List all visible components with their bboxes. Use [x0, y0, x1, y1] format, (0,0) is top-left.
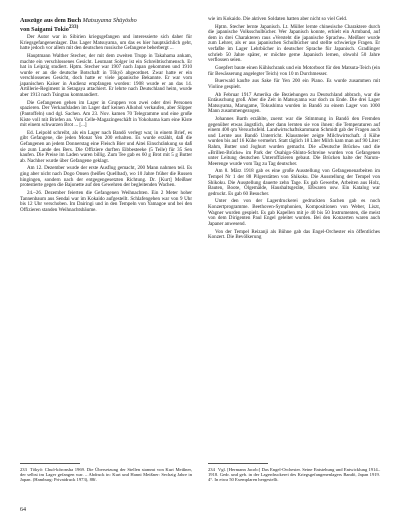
footnote-234 [208, 467, 380, 483]
footnote-number: 234 [208, 467, 215, 472]
section-title [20, 17, 192, 33]
right-paragraph: Von der Tempel Reizanji als Bühne gab das Engel-Orchester ein öffentliches Konzert. Die Bevölkerung [208, 228, 380, 241]
left-paragraph: 24.–26. Dezember feierten die Gefangenen Weihnachten. Ein 2 Meter hoher Tannenbaum aus Sendai war im Kokaido aufgestellt. Schlafengehen war von 9 Uhr bis 12 Uhr verschoben. Im Dairingi und in den Tempeln von Yamagoe und bei den Offizieren standen Weihnachtsbäume. [20, 189, 192, 213]
right-paragraph: Unter den von der Lagerdruckerei gedruckten Sachen gab es noch Konzertprogramme. Beethoven-Symphonien, Kompositionen von Weber, Liszt, Wagner wurden gespielt. Es gab Kapellen mit je 40 bis 50 Instrumenten, die meist von dem Dirigenten Paul Engel geleitet wurden. Bei den Konzerten waren auch Japaner anwesend. [208, 198, 380, 227]
left-column [20, 17, 192, 215]
left-paragraph: Hauptmann Walther Stecher, der mit dem zweiten Trupp in Takahama ankam, machte ein verschlossenes Gesicht. Leutnant Solger ist ein Schreibtischmensch. Er hat in Leipzig studiert. Hptm. Stecher war 1907 nach Japan gekommen und 1910 wurde er an die deutsche Botschaft in Tōkyō abgeordnet. Zwar hatte er ein verschlossenes Gesicht, doch hatte er viele japanische Bekannte. Er war vom japanischen Kaiser in Audienz empfangen worden: 1908 wurde er an das 14. Artillerie-Regiment in Setagaya attachiert. Er lehrte nach Deutschland heim, wurde aber 1913 nach Tsingtau kommandiert. [20, 53, 192, 99]
left-paragraph: Die Gefangenen gehen im Lager in Gruppen von zwei oder drei Personen spazieren. Der Verkaufsladen im Lager darf keinen Alkohol verkaufen, aber Slipper (Pantoffeln) und dgl. Sachen. Am 23. Nov. kamen 70 Telegramme und eine große Kiste voll mit Briefen an. Vom Celle-Magazingeschäft in Yokohama kam eine Kiste mit einem schwarzen Brot ... [...] [20, 99, 192, 129]
footnote-number: 233 [20, 467, 27, 472]
right-paragraph: wie im Kokaido. Die aktiven Soldaten hatten aber nicht so viel Geld. [208, 16, 348, 22]
right-paragraph: Goepfert baute einen Kühlschrank und ein Motorboot für den Matsuta-Teich (ein für Bewässerung angelegter Teich) von 10 m Durchmesser. [208, 64, 380, 77]
left-paragraph: Am 12. Dezember wurde der erste Ausflug gemacht, 200 Mann nahmen teil. Es ging aber nicht nach Dogo Onsen (heißes Quellbad), wo 10 Jahre früher die Russen hingingen, sondern nach der entgegengesetzten Richtung. Dr. [Kurt] Meißner protestierte gegen die Bajonette auf den Gewehren der begleitenden Wachen. [20, 165, 192, 189]
title-text: Auszüge aus dem Buch [20, 17, 83, 24]
left-paragraph: Der Autor war in Sibirien kriegsgefangen und interessierte sich daher für Kriegsgefangenenlager. Das Lager Matsuyama, um das es hier hauptsächlich geht, hatte jedoch vor allem mit den deutschen russische Gefangene beherbergt ... [20, 34, 192, 52]
right-column [208, 17, 380, 243]
footnote-text: Tōkyō: Chuō-kōronsha 1969. Die Übersetzung der Stellen stammt von Kurt Meißner, der selbst im Lager gefangen war. – Abdruck in: Kurt und Hanni Meißner: Sechzig Jahre in Japan. (Hamburg: Privatdruck 1973), 88f. [20, 467, 192, 483]
right-paragraph: Johannes Barth erzählte, zuerst war die Stimmung in Bandō den Fremden gegenüber etwas ängstlich, aber dann lernten sie von ihnen: die Temperaturen auf einem 400 qm Versuchsfeld. Landwirtschaftskammann Schmidt gab der Fragen auch und Lernte aus Bandō Unterricht. Klausmeier zeigte Milchwirtschaft. 4 Kühe wurden bis auf 16 Kühe vermehrt. Statt täglich 18 Liter Milch kam man auf 90 Liter: Rahm, Butter und Joghurt wurden gemacht. Die «Deutsche Brücke» und die «Brillen-Brücke» im Park der Osahigo-Shinto-Schreine wurden von Gefangenen unter Leitung deutschen Unteroffizieren gebaut. Die Brücken halte der Naruto-Meerenge wurde vom Tag zu Tag deutscher. [208, 116, 380, 167]
title-book-name: Matsuyama Shūyōsho [82, 17, 137, 24]
left-paragraph: Ed. Leipold schreibt, als ein Lager nach Bandō verlegt war, in einem Brief, es gibt Gefangene, die jeden Monat Yen 200 erhalten. Es wurde erzählt, daß die Gefangenen an jedem Donnerstag eine Fleisch Bier und Aitei Einschränkung so daß sie zum Lande des Bers. Die Offiziere durften Eibbesteeke (5 Teile) für 35 Sen kaufen. Die Preise im Laden waren billig. Zum Tee gab es 60 g Brot mit 5 g Butter ab. Nachher wurde über Gefangene geklagt. [20, 129, 192, 164]
right-paragraph: Buerwald kaufte aus Sake für Yen 200 ein Piano. Es wurde zusammen mit Violine gespielt. [208, 78, 380, 90]
right-paragraph: Am 8. März 1918 gab es eine große Ausstellung von Gefangenenarbeiten im Tempel Nr 1 der 88 Pilgerstätten von Shikoku. Die Ausstellung der Tempel von Shikoku. Die Ausstellung dauerte zehn Tage. Es gab Gewerbe, Arbeiten aus Holz, Bauten, Boote, Ölgemälde, Haushaltsgeräte, Eßwaren usw. Ein Katalog war gedruckt. Es gab 60 Besucher. [208, 168, 380, 197]
right-paragraph: Hptm. Stecher lernte Japanisch. Lt. Müller lernte chinesische Charaktere durch die japanische Volksschulbücher. Wer Japanisch konnte, erhielt ein Armband, auf dem in drei Charakteren raus «Versteht die japanische Sprache». Meißner wurde zum Lehrer, als er aus japanischen Schulbücher und stellte schwierige Fragen. Er verfaßte im Lager Lehrbücher in deutscher Sprache für Japanisch. Gradlinger schrieb 50 Jahre später, er möchte gerne Japanisch lernen, obwohl 50 Jahre verflossen seien. [208, 23, 380, 64]
footnote-divider [20, 463, 80, 464]
page-number: 64 [20, 507, 26, 513]
title-footnote-ref: 233) [68, 24, 79, 31]
footnote-text: Vgl. [Hermann Jacob:] Das Engel-Orchester. Seine Entstehung und Entwicklung 1914–1918. Gedr. und geb. in der Lagerdruckerei des Kriegsgefangenenlagers Bandō, Japan 1919. 4°. In etwa 50 Exemplaren hergestellt. [208, 467, 380, 483]
right-paragraph: Ab Februar 1917 Amerika die Beziehungen zu Deutschland abbrach, war die Entäuschung groß. Aber die Zeit in Matsuyama war doch zu Ende. Die drei Lager Matsuyama, Marugame, Tokushima wurden in Bandō zu einem Lager von 1000 Mann zusammengezogen. [208, 91, 380, 115]
footnote-divider [208, 463, 268, 464]
footnote-233 [20, 467, 192, 483]
title-author: von Saigami Tokio [20, 26, 69, 34]
